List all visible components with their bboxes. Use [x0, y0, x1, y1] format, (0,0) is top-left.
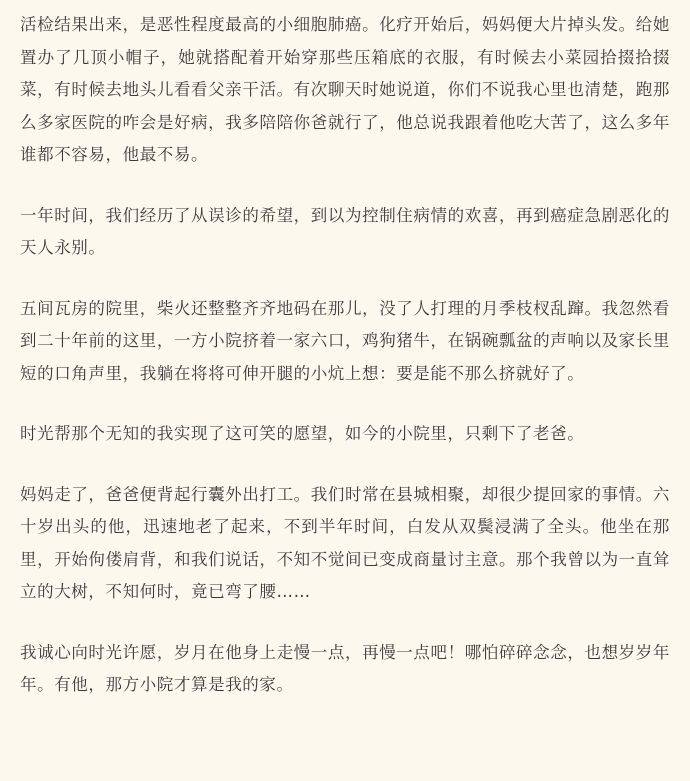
- article-paragraph: 五间瓦房的院里，柴火还整整齐齐地码在那儿，没了人打理的月季枝杈乱蹿。我忽然看到二十年前的这里，一方小院挤着一家六口，鸡狗猪牛，在锅碗瓢盆的声响以及家长里短的口角声里，我躺在将将可伸开腿的小炕上想：要是能不那么挤就好了。: [20, 298, 670, 383]
- article-paragraph: 一年时间，我们经历了从误诊的希望，到以为控制住病情的欢喜，再到癌症急剧恶化的天人永别。: [20, 205, 670, 257]
- article-paragraph: 活检结果出来，是恶性程度最高的小细胞肺癌。化疗开始后，妈妈便大片掉头发。给她置办了几顶小帽子，她就搭配着开始穿那些压箱底的衣服，有时候去小菜园拾掇拾掇菜，有时候去地头儿看看父亲干活。有次聊天时她说道，你们不说我心里也清楚，跑那么多家医院的咋会是好病，我多陪陪你爸就行了，他总说我跟着他吃大苦了，这么多年谁都不容易，他最不易。: [20, 15, 670, 164]
- article-paragraph: 我诚心向时光许愿，岁月在他身上走慢一点，再慢一点吧！哪怕碎碎念念，也想岁岁年年。有他，那方小院才算是我的家。: [20, 642, 670, 694]
- article-paragraph: 时光帮那个无知的我实现了这可笑的愿望，如今的小院里，只剩下了老爸。: [20, 424, 585, 443]
- article-paragraph: 妈妈走了，爸爸便背起行囊外出打工。我们时常在县城相聚，却很少提回家的事情。六十岁出头的他，迅速地老了起来，不到半年时间，白发从双鬓浸满了全头。他坐在那里，开始佝偻肩背，和我们说话，不知不觉间已变成商量讨主意。那个我曾以为一直耸立的大树，不知何时，竟已弯了腰……: [20, 484, 670, 601]
